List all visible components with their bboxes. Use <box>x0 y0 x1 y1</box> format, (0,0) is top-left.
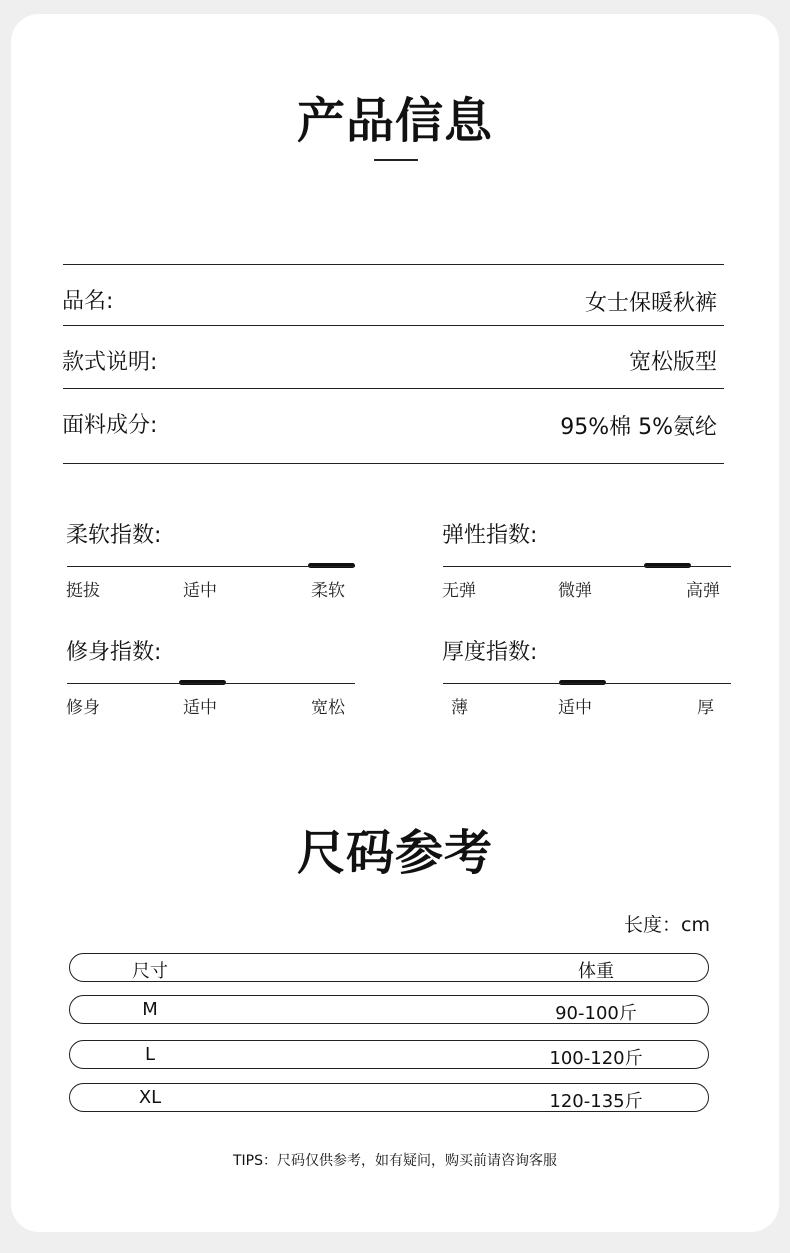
divider <box>63 388 724 389</box>
product-info-title: 产品信息 <box>296 93 493 149</box>
weight-cell: 100-120斤 <box>549 1048 643 1069</box>
weight-cell: 120-135斤 <box>549 1091 643 1112</box>
size-cell: M <box>142 999 158 1020</box>
size-table-header <box>69 953 709 982</box>
thickness-option-2: 适中 <box>558 698 592 718</box>
header-weight: 体重 <box>578 961 614 982</box>
thickness-index-title: 厚度指数: <box>442 640 538 665</box>
info-value-fabric: 95%棉 5%氨纶 <box>560 415 717 440</box>
info-label-name: 品名: <box>62 289 114 314</box>
fit-option-2: 适中 <box>183 698 217 718</box>
size-cell: L <box>144 1044 156 1065</box>
size-cell: XL <box>138 1087 162 1108</box>
header-size: 尺寸 <box>132 961 168 982</box>
fit-option-3: 宽松 <box>311 698 345 718</box>
unit-label: 长度：cm <box>624 914 710 936</box>
table-row <box>69 1083 709 1112</box>
tips-note: TIPS：尺码仅供参考，如有疑问，购买前请咨询客服 <box>232 1153 557 1169</box>
info-value-name: 女士保暖秋裤 <box>584 291 717 316</box>
divider <box>63 264 724 265</box>
info-value-style: 宽松版型 <box>628 350 717 375</box>
softness-index-title: 柔软指数: <box>66 523 162 548</box>
size-reference-title: 尺码参考 <box>296 825 493 881</box>
title-divider <box>374 159 418 161</box>
divider <box>63 325 724 326</box>
elasticity-index-scale <box>443 566 731 567</box>
softness-option-1: 挺拔 <box>66 581 100 601</box>
info-label-fabric: 面料成分: <box>62 413 158 438</box>
info-label-style: 款式说明: <box>62 350 158 375</box>
softness-option-3: 柔软 <box>311 581 345 601</box>
thickness-option-3: 厚 <box>697 698 714 718</box>
softness-option-2: 适中 <box>183 581 217 601</box>
fit-index-title: 修身指数: <box>66 640 162 665</box>
weight-cell: 90-100斤 <box>555 1003 637 1024</box>
elasticity-index-title: 弹性指数: <box>442 523 538 548</box>
elasticity-option-1: 无弹 <box>442 581 476 601</box>
thickness-index-scale <box>443 683 731 684</box>
divider <box>63 463 724 464</box>
fit-index-scale <box>67 683 355 684</box>
thickness-option-1: 薄 <box>451 698 468 718</box>
fit-option-1: 修身 <box>66 698 100 718</box>
elasticity-option-2: 微弹 <box>558 581 592 601</box>
elasticity-option-3: 高弹 <box>686 581 720 601</box>
table-row <box>69 995 709 1024</box>
softness-index-scale <box>67 566 355 567</box>
table-row <box>69 1040 709 1069</box>
